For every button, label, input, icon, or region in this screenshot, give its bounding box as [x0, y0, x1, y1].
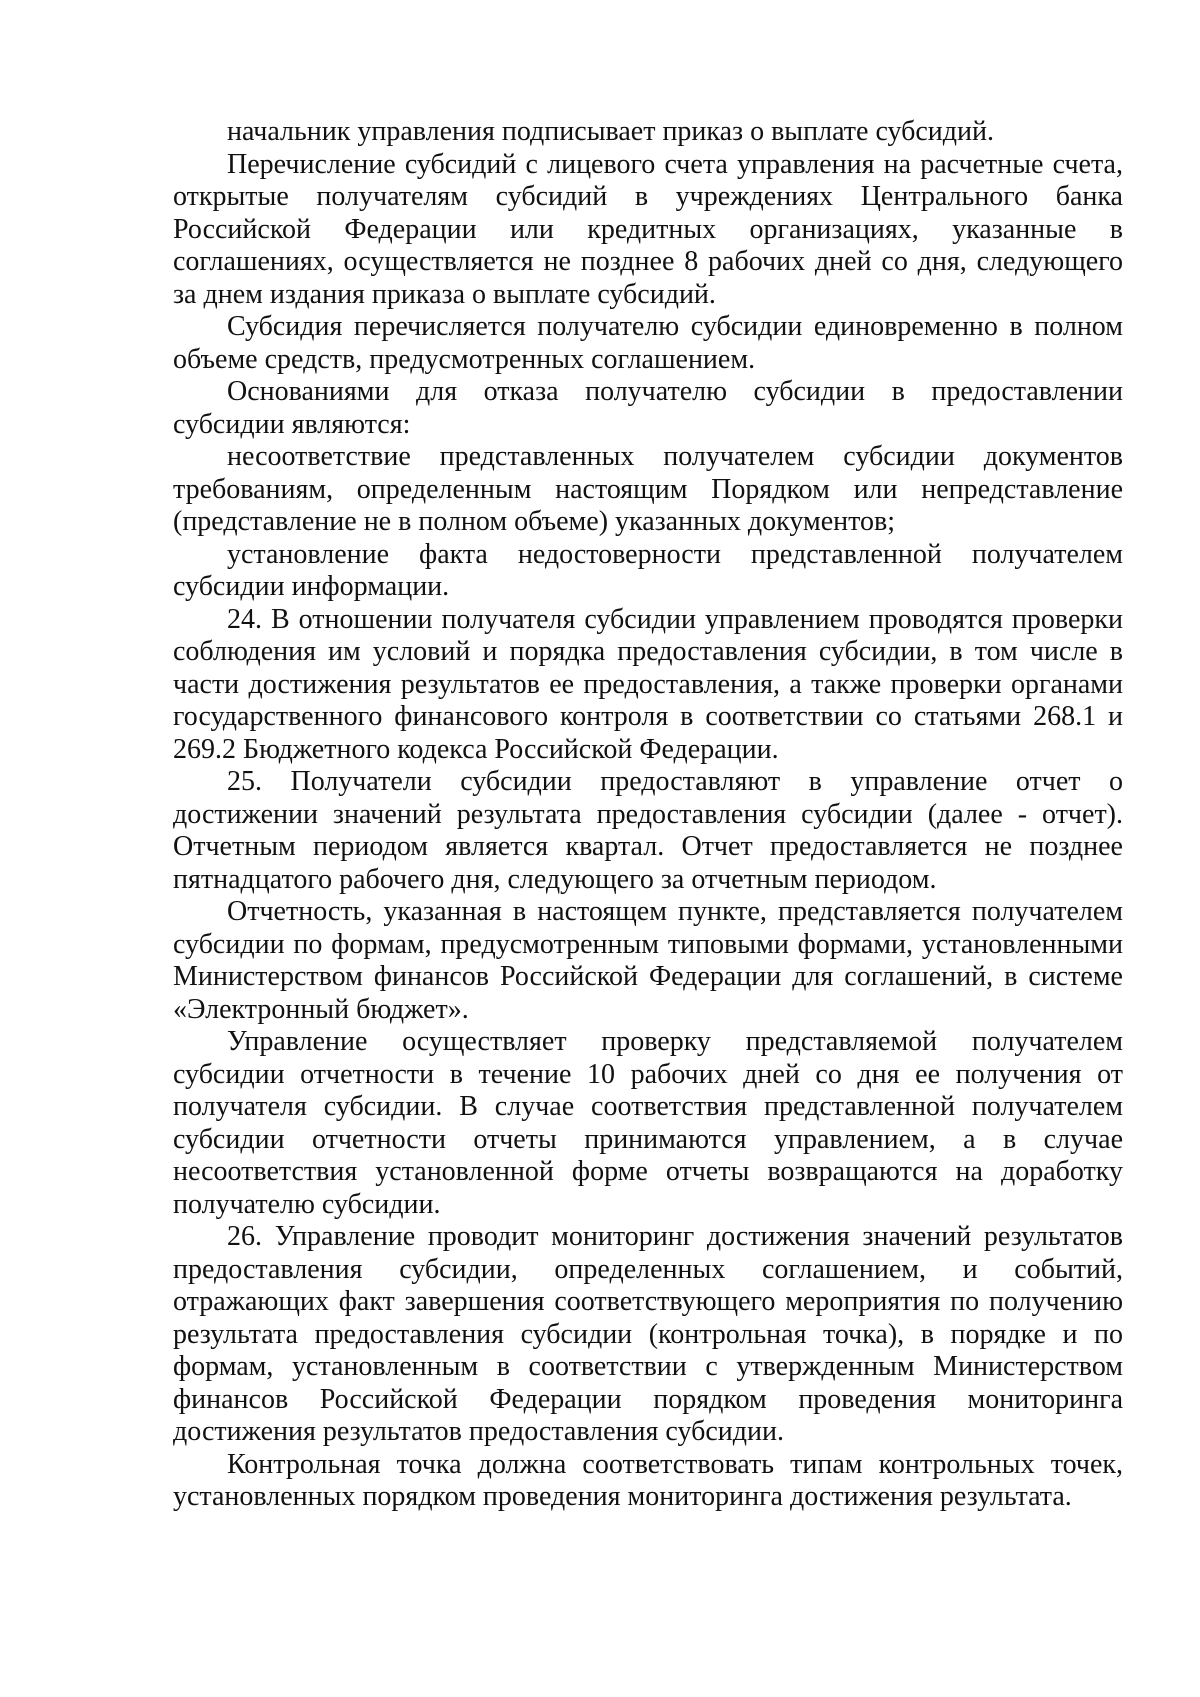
paragraph-item-25-report: 25. Получатели субсидии предоставляют в управление отчет о достижении значений результата предоставления субсидии (далее - отчет). Отчетным периодом является квартал. Отчет предоставляется не позднее пятнадцатого рабочего дня, следующего за отчетным периодом. — [173, 766, 1123, 895]
paragraph-item-24-inspections: 24. В отношении получателя субсидии управлением проводятся проверки соблюдения им условий и порядка предоставления субсидии, в том числе в части достижения результатов ее предоставления, а также проверки органами государственного финансового контроля в соответствии со статьями 268.1 и 269.2 Бюджетного кодекса Российской Федерации. — [173, 603, 1123, 765]
document-body — [173, 116, 1123, 1514]
paragraph-report-verification: Управление осуществляет проверку представляемой получателем субсидии отчетности в течение 10 рабочих дней со дня ее получения от получателя субсидии. В случае соответствия представленной получателем субсидии отчетности отчеты принимаются управлением, а в случае несоответствия установленной форме отчеты возвращаются на доработку получателю субсидии. — [173, 1026, 1123, 1220]
paragraph-refusal-documents: несоответствие представленных получателем субсидии документов требованиям, определенным настоящим Порядком или непредставление (представление не в полном объеме) указанных документов; — [173, 441, 1123, 537]
paragraph-refusal-grounds: Основаниями для отказа получателю субсидии в предоставлении субсидии являются: — [173, 376, 1123, 440]
paragraph-subsidy-transfer: Перечисление субсидий с лицевого счета управления на расчетные счета, открытые получателям субсидий в учреждениях Центрального банка Российской Федерации или кредитных организациях, указанные в соглашениях, осуществляется не позднее 8 рабочих дней со дня, следующего за днем издания приказа о выплате субсидий. — [173, 148, 1123, 310]
paragraph-single-payment: Субсидия перечисляется получателю субсидии единовременно в полном объеме средств, предусмотренных соглашением. — [173, 311, 1123, 375]
paragraph-control-point: Контрольная точка должна соответствовать типам контрольных точек, установленных порядком проведения мониторинга достижения результата. — [173, 1448, 1123, 1512]
paragraph-refusal-false-info: установление факта недостоверности представленной получателем субсидии информации. — [173, 538, 1123, 602]
paragraph-continuation-order-signing: начальник управления подписывает приказ о выплате субсидий. — [227, 116, 995, 147]
paragraph-reporting-forms: Отчетность, указанная в настоящем пункте, представляется получателем субсидии по формам, предусмотренным типовыми формами, установленными Министерством финансов Российской Федерации для соглашений, в системе «Электронный бюджет». — [173, 896, 1123, 1025]
paragraph-item-26-monitoring: 26. Управление проводит мониторинг достижения значений результатов предоставления субсидии, определенных соглашением, и событий, отражающих факт завершения соответствующего мероприятия по получению результата предоставления субсидии (контрольная точка), в порядке и по формам, установленным в соответствии с утвержденным Министерством финансов Российской Федерации порядком проведения мониторинга достижения результатов предоставления субсидии. — [173, 1221, 1123, 1447]
